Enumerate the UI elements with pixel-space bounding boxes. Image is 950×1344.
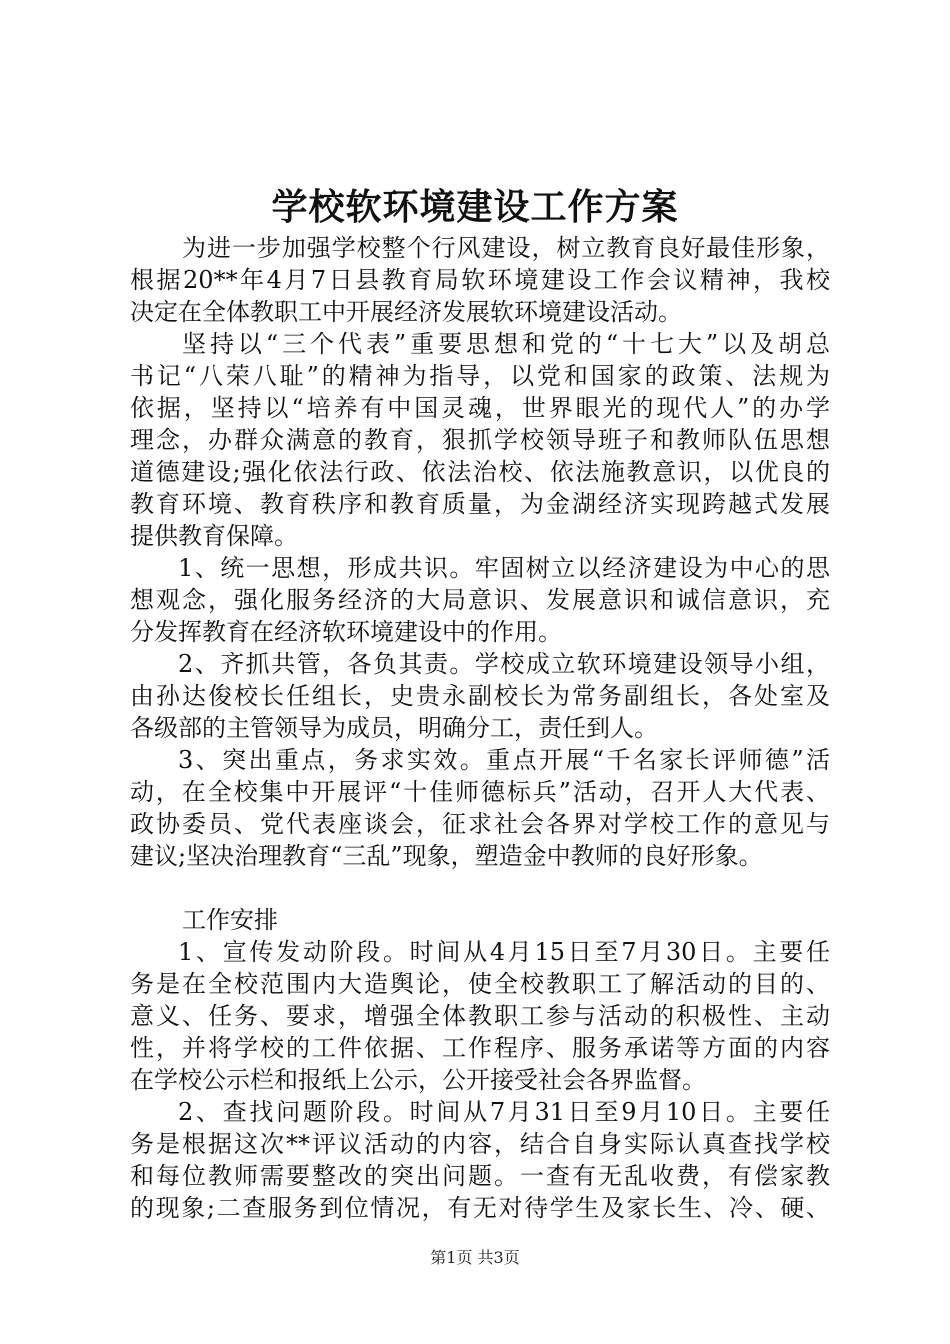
text-line: 2、查找问题阶段。时间从7月31日至9月10日。主要任 <box>178 1098 830 1126</box>
text-line: 道德建设;强化依法行政、依法治校、依法施教意识，以优良的 <box>130 458 830 486</box>
text-line: 务是根据这次**评议活动的内容，结合自身实际认真查找学校 <box>130 1130 830 1158</box>
paragraph-stage-1 <box>130 936 830 1096</box>
text-line: 务是在全校范围内大造舆论，使全校教职工了解活动的目的、 <box>130 970 830 998</box>
paragraph-item-2 <box>130 648 830 744</box>
section-heading-text: 工作安排 <box>182 906 278 934</box>
text-line: 为进一步加强学校整个行风建设，树立教育良好最佳形象， <box>182 234 830 262</box>
text-line: 坚持以“三个代表”重要思想和党的“十七大”以及胡总 <box>182 330 830 358</box>
text-line: 根据20**年4月7日县教育局软环境建设工作会议精神，我校 <box>130 266 830 294</box>
text-line: 2、齐抓共管，各负其责。学校成立软环境建设领导小组， <box>178 650 830 678</box>
text-line: 由孙达俊校长任组长，史贵永副校长为常务副组长，各处室及 <box>130 682 830 710</box>
text-line: 决定在全体教职工中开展经济发展软环境建设活动。 <box>130 298 682 326</box>
blank-line <box>130 872 830 904</box>
text-line: 提供教育保障。 <box>130 522 298 550</box>
text-line: 依据，坚持以“培养有中国灵魂，世界眼光的现代人”的办学 <box>130 394 830 422</box>
paragraph-intro <box>130 232 830 328</box>
paragraph-stage-2 <box>130 1096 830 1224</box>
text-line: 建议;坚决治理教育“三乱”现象，塑造金中教师的良好形象。 <box>130 842 763 870</box>
text-line: 在学校公示栏和报纸上公示，公开接受社会各界监督。 <box>130 1066 706 1094</box>
text-line: 1、宣传发动阶段。时间从4月15日至7月30日。主要任 <box>178 938 830 966</box>
document-body <box>130 232 830 1224</box>
text-line: 1、统一思想，形成共识。牢固树立以经济建设为中心的思 <box>178 554 830 582</box>
text-line: 分发挥教育在经济软环境建设中的作用。 <box>130 618 562 646</box>
text-line: 书记“八荣八耻”的精神为指导，以党和国家的政策、法规为 <box>130 362 830 390</box>
text-line: 动，在全校集中开展评“十佳师德标兵”活动，召开人大代表、 <box>130 778 830 806</box>
paragraph-item-1 <box>130 552 830 648</box>
page-footer: 第1页 共3页 <box>430 1248 520 1267</box>
text-line: 3、突出重点，务求实效。重点开展“千名家长评师德”活 <box>178 746 830 774</box>
section-heading <box>130 904 830 936</box>
text-line: 各级部的主管领导为成员，明确分工，责任到人。 <box>130 714 658 742</box>
text-line: 意义、任务、要求，增强全体教职工参与活动的积极性、主动 <box>130 1002 830 1030</box>
text-line: 政协委员、党代表座谈会，征求社会各界对学校工作的意见与 <box>130 810 830 838</box>
text-line: 教育环境、教育秩序和教育质量，为金湖经济实现跨越式发展 <box>130 490 830 518</box>
paragraph-item-3 <box>130 744 830 872</box>
document-title: 学校软环境建设工作方案 <box>271 186 679 228</box>
text-line: 和每位教师需要整改的突出问题。一查有无乱收费，有偿家教 <box>130 1162 830 1190</box>
paragraph-guiding-principle <box>130 328 830 552</box>
text-line: 的现象;二查服务到位情况，有无对待学生及家长生、冷、硬、 <box>130 1194 830 1222</box>
text-line: 性，并将学校的工件依据、工作程序、服务承诺等方面的内容 <box>130 1034 830 1062</box>
text-line: 理念，办群众满意的教育，狠抓学校领导班子和教师队伍思想 <box>130 426 830 454</box>
text-line: 想观念，强化服务经济的大局意识、发展意识和诚信意识，充 <box>130 586 830 614</box>
